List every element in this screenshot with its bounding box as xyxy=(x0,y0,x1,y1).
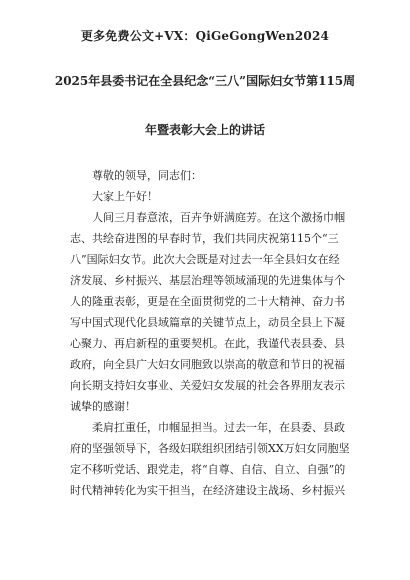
paragraph-line: 人间三月春意浓，百卉争妍满庭芳。在这个激扬巾帼 xyxy=(92,211,345,224)
paragraph-line: 定不移听党话、跟党走，将“自尊、自信、自立、自强”的 xyxy=(70,463,346,476)
paragraph-line: 府的坚强领导下，各级妇联组织团结引领XX万妇女同胞坚 xyxy=(70,442,350,455)
paragraph-line: 人的隆重表彰，更是在全面贯彻党的二十大精神、奋力书 xyxy=(70,295,345,308)
speech-body xyxy=(70,165,350,501)
paragraph-line: 写中国式现代化县域篇章的关键节点上，动员全县上下凝 xyxy=(70,316,345,329)
promo-header: 更多免费公文+VX：QiGeGongWen2024 xyxy=(80,29,330,43)
document-title-line-2: 年暨表彰大会上的讲话 xyxy=(144,123,265,137)
paragraph-line: 政府，向全县广大妇女同胞致以崇高的敬意和节日的祝福 xyxy=(70,358,345,371)
salutation-line: 尊敬的领导，同志们： xyxy=(92,169,202,182)
paragraph-line: 时代精神转化为实干担当，在经济建设主战场、乡村振兴 xyxy=(70,484,345,497)
paragraph-line: 心聚力、再启新程的重要契机。在此，我谨代表县委、县 xyxy=(70,337,345,350)
document-title-line-1: 2025年县委书记在全县纪念“三八”国际妇女节第115周 xyxy=(54,74,356,88)
paragraph-line: 八”国际妇女节。此次大会既是对过去一年全县妇女在经 xyxy=(70,253,340,266)
paragraph-line: 柔肩扛重任，巾帼显担当。过去一年，在县委、县政 xyxy=(92,421,345,434)
paragraph-line: 向长期支持妇女事业、关爱妇女发展的社会各界朋友表示 xyxy=(70,379,345,392)
paragraph-line: 志、共绘奋进图的早春时节，我们共同庆祝第115个“三 xyxy=(70,232,339,245)
greeting-line: 大家上午好！ xyxy=(92,190,158,203)
paragraph-line: 济发展、乡村振兴、基层治理等领域涌现的先进集体与个 xyxy=(70,274,345,287)
paragraph-line: 诚挚的感谢！ xyxy=(70,400,136,413)
